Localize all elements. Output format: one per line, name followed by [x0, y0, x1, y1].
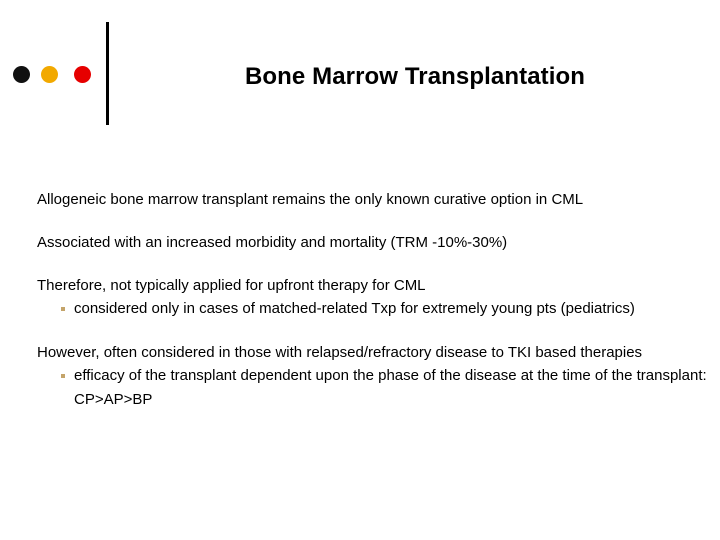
- bullet-text: Therefore, not typically applied for upfront therapy for CML: [37, 277, 426, 294]
- bullet-text: Associated with an increased morbidity and mortality (TRM -10%-30%): [37, 234, 508, 251]
- bullet-point: [37, 275, 707, 321]
- red-dot-icon: [74, 66, 91, 83]
- bullet-point: [37, 342, 707, 412]
- sub-bullet-text: considered only in cases of matched-related Txp for extremely young pts (pediatrics): [74, 300, 635, 317]
- bullet-point: [37, 189, 707, 211]
- square-bullet-icon: [61, 374, 65, 378]
- black-dot-icon: [13, 66, 30, 83]
- sub-bullet: [37, 364, 707, 412]
- bullet-text: However, often considered in those with relapsed/refractory disease to TKI based therapies: [37, 344, 643, 361]
- bullet-point: [37, 232, 707, 254]
- title-divider: [106, 22, 109, 125]
- sub-bullet-text: efficacy of the transplant dependent upon the phase of the disease at the time of the transplant: CP>AP>BP: [74, 367, 707, 408]
- bullet-text: Allogeneic bone marrow transplant remains the only known curative option in CML: [37, 191, 584, 208]
- slide-title: Bone Marrow Transplantation: [244, 63, 586, 90]
- sub-bullet: [37, 297, 707, 321]
- square-bullet-icon: [61, 307, 65, 311]
- bullet-list: [37, 189, 707, 433]
- orange-dot-icon: [41, 66, 58, 83]
